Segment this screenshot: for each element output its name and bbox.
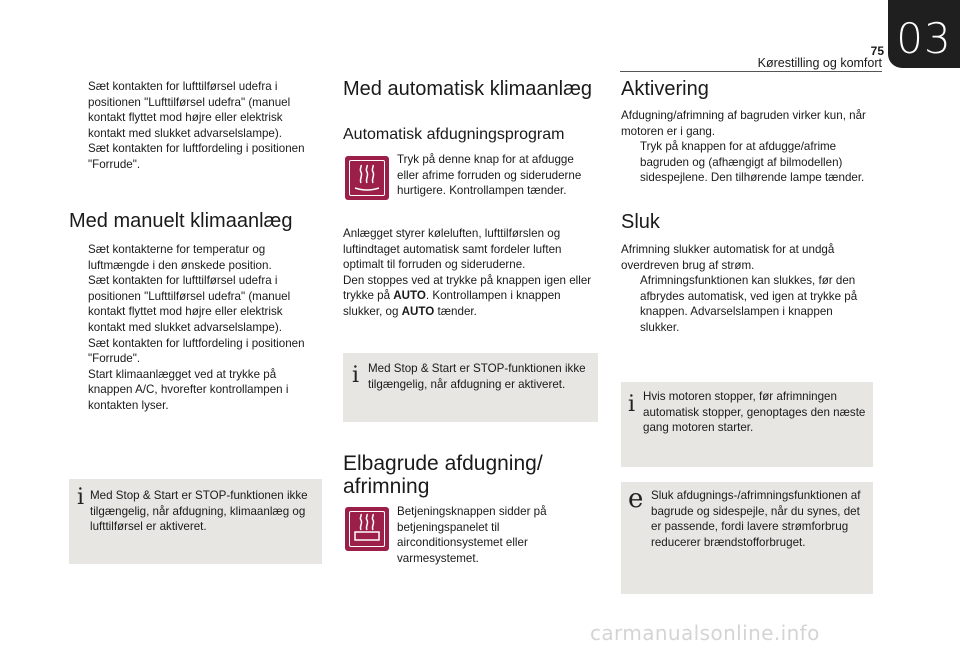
- chapter-title: Kørestilling og komfort: [757, 56, 882, 70]
- page-number: 75: [870, 44, 884, 58]
- auto-icon-text: Tryk på denne knap for at afdugge eller afrime forruden og sideruderne hurtigere. Kontrollampen tænder.: [397, 153, 582, 198]
- intro-bullet-list: [69, 79, 319, 173]
- chapter-number: 03: [896, 14, 952, 63]
- rear-defrost-button-icon: [345, 507, 389, 551]
- list-item: Sæt kontakten for luftfordeling i positionen "Forrude".: [88, 336, 305, 366]
- windscreen-defrost-icon: [352, 162, 382, 194]
- activation-section: [621, 108, 873, 186]
- info-text: Hvis motoren stopper, før afrimningen automatisk stopper, genoptages den næste gang motoren starter.: [643, 390, 866, 435]
- watermark: carmanualsonline.info: [590, 621, 820, 645]
- list-item: Afrimningsfunktionen kan slukkes, før den afbrydes automatisk, ved igen at trykke på knappen. Advarselslampen i knappen slukker.: [640, 274, 858, 334]
- list-item: Tryk på knappen for at afdugge/afrime bagruden og (afhængigt af bilmodellen) sidespejlene. Den tilhørende lampe tænder.: [640, 140, 865, 185]
- auto-paragraph: Anlægget styrer køleluften, lufttilførslen og luftindtaget automatisk samt fordeler luften optimalt til forruden og sideruderne. Den stoppes ved at trykke på knappen igen eller trykke på AUTO. Kontrollampen i knappen slukker, og AUTO tænder.: [343, 227, 592, 318]
- list-item: Sæt kontakten for lufttilførsel udefra i positionen "Lufttilførsel udefra" (manuel kontakt flyttet mod højre eller elektrisk kontakt med slukket advarselslampe).: [88, 274, 291, 334]
- info-text: Med Stop & Start er STOP-funktionen ikke tilgængelig, når afdugning, klimaanlæg og lufttilførsel er aktiveret.: [90, 489, 308, 534]
- eco-text: Sluk afdugnings-/afrimningsfunktionen af bagrude og sidespejle, når du synes, det er passende, fordi lavere strømforbrug reducerer brændstofforbruget.: [651, 489, 861, 549]
- info-box: [69, 479, 322, 564]
- off-heading: Sluk: [621, 211, 660, 233]
- auto-heading: Med automatisk klimaanlæg: [343, 78, 592, 100]
- defrost-button-icon: [345, 156, 389, 200]
- off-section: [621, 242, 873, 336]
- header-divider: [620, 71, 882, 72]
- info-icon: i: [352, 363, 360, 388]
- list-item: Sæt kontakten for lufttilførsel udefra i positionen "Lufttilførsel udefra" (manuel kontakt flyttet mod højre eller elektrisk kontakt med slukket advarselslampe).: [88, 80, 291, 140]
- activation-paragraph: Afdugning/afrimning af bagruden virker kun, når motoren er i gang.: [621, 109, 866, 138]
- off-paragraph: Afrimning slukker automatisk for at undgå overdreven brug af strøm.: [621, 243, 835, 272]
- rear-heading: Elbagrude afdugning/ afrimning: [343, 452, 543, 498]
- list-item: Sæt kontakten for luftfordeling i positionen "Forrude".: [88, 142, 305, 171]
- rear-window-defrost-icon: [352, 513, 382, 545]
- info-icon: i: [77, 485, 85, 510]
- info-box: [343, 353, 598, 422]
- activation-heading: Aktivering: [621, 78, 709, 100]
- auto-subheading: Automatisk afdugningsprogram: [343, 126, 565, 143]
- manual-heading: Med manuelt klimaanlæg: [69, 210, 293, 232]
- info-icon: i: [628, 392, 636, 417]
- rear-icon-text: Betjeningsknappen sidder på betjeningspanelet til airconditionsystemet eller varmesystemet.: [397, 505, 547, 565]
- eco-icon: e: [628, 484, 644, 514]
- chapter-tab: [888, 0, 960, 68]
- manual-bullet-list: [69, 242, 319, 414]
- list-item: Sæt kontakterne for temperatur og luftmængde i den ønskede position.: [88, 243, 272, 272]
- info-box: [621, 382, 873, 467]
- eco-tip-box: [621, 482, 873, 594]
- list-item: Start klimaanlægget ved at trykke på knappen A/C, hvorefter kontrollampen i kontakten lyser.: [88, 367, 289, 412]
- info-text: Med Stop & Start er STOP-funktionen ikke tilgængelig, når afdugning er aktiveret.: [368, 362, 586, 391]
